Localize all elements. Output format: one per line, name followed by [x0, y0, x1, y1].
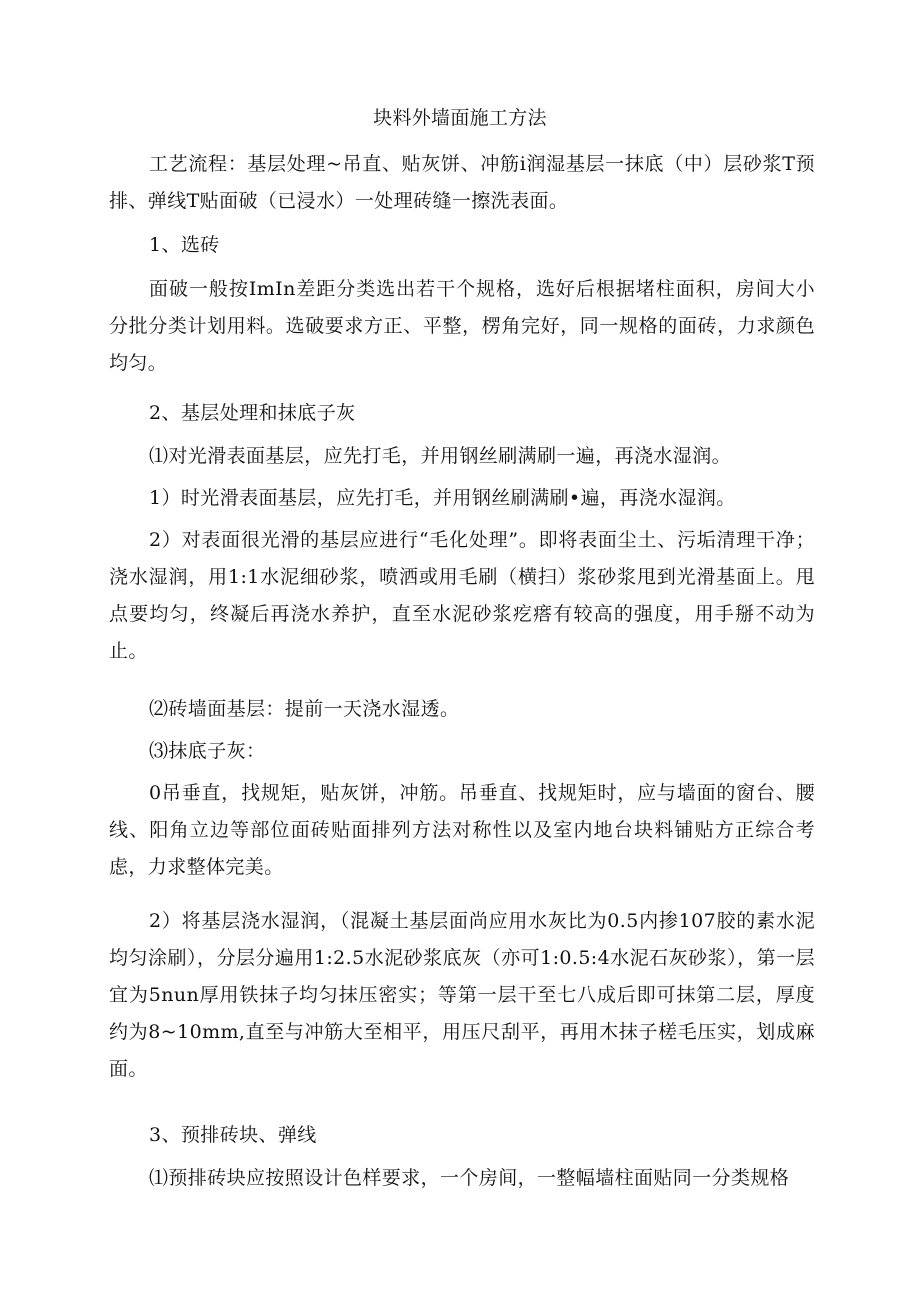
paragraph-brick-wall-base: ⑵砖墙面基层：提前一天浇水湿透。	[149, 698, 460, 720]
heading-base-coat: ⑶抹底子灰：	[149, 740, 266, 762]
paragraph-smooth-base-1: ⑴对光滑表面基层，应先打毛，并用钢丝刷满刷一遍，再浇水湿润。	[149, 445, 732, 467]
paragraph-smooth-base-2: 1）时光滑表面基层，应先打毛，并用钢丝刷满刷•遍，再浇水湿润。	[149, 487, 736, 509]
heading-base-treatment: 2、基层处理和抹底子灰	[149, 402, 356, 424]
heading-select-brick: 1、选砖	[149, 234, 220, 256]
paragraph-plumb-line: 0吊垂直，找规矩，贴灰饼，冲筋。吊垂直、找规矩时，应与墙面的窗台、腰线、阳角立边等部位面砖贴面排列方法对称性以及室内地台块料铺贴方正综合考虑，力求整体完美。	[109, 782, 815, 878]
heading-pre-arrange: 3、预排砖块、弹线	[149, 1124, 317, 1146]
page-title: 块料外墙面施工方法	[373, 107, 547, 129]
paragraph-pre-arrange: ⑴预排砖块应按照设计色样要求，一个房间，一整幅墙柱面贴同一分类规格	[149, 1167, 790, 1189]
paragraph-roughening: 2）对表面很光滑的基层应进行“毛化处理”。即将表面尘土、污垢清理干净；浇水湿润，用1:1水泥细砂浆，喷洒或用毛刷（横扫）浆砂浆甩到光滑基面上。甩点要均匀，终凝后再浇水养护，直至水泥砂浆疙瘩有较高的强度，用手掰不动为止。	[109, 529, 815, 662]
paragraph-select-brick: 面破一般按ImIn差距分类选出若干个规格，选好后根据堵柱面积，房间大小分批分类计划用料。选破要求方正、平整，楞角完好，同一规格的面砖，力求颜色均匀。	[109, 278, 815, 374]
paragraph-wetting-plastering: 2）将基层浇水湿润，（混凝土基层面尚应用水灰比为0.5内掺107胶的素水泥均匀涂刷），分层分遍用1:2.5水泥砂浆底灰（亦可1:0.5:4水泥石灰砂浆），第一层宜为5nun厚用铁抹子均匀抹压密实；等第一层干至七八成后即可抹第二层，厚度约为8~10mm,直至与冲筋大至相平，用压尺刮平，再用木抹子槎毛压实，划成麻面。	[109, 910, 815, 1080]
paragraph-process-flow: 工艺流程：基层处理~吊直、贴灰饼、冲筋i润湿基层一抹底（中）层砂浆T预排、弹线T贴面破（已浸水）一处理砖缝一擦洗表面。	[109, 153, 815, 212]
